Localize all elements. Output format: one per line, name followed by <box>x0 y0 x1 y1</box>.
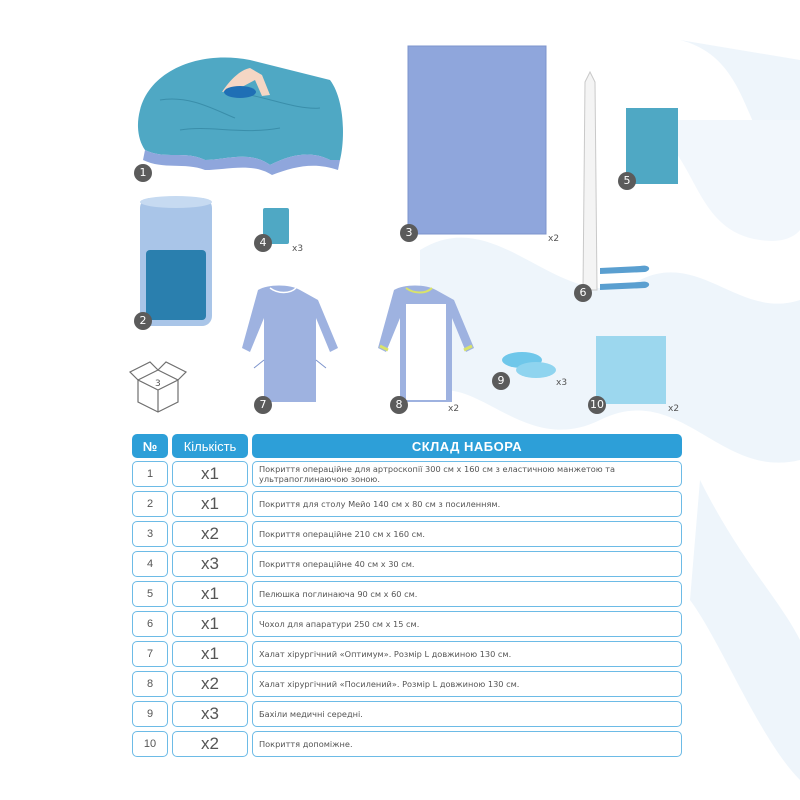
badge-item-4: 4 <box>254 234 272 252</box>
row-number: 1 <box>132 461 168 487</box>
row-quantity: x3 <box>172 551 248 577</box>
header-number: № <box>132 434 168 458</box>
multiplier-item-8: x2 <box>448 404 460 414</box>
table-row <box>132 491 682 517</box>
row-quantity: x1 <box>172 611 248 637</box>
row-quantity: x3 <box>172 701 248 727</box>
badge-item-3: 3 <box>400 224 418 242</box>
item-8-gown-reinforced-illustration <box>378 286 474 403</box>
row-number: 3 <box>132 521 168 547</box>
row-description: Пелюшка поглинаюча 90 см х 60 см. <box>252 581 682 607</box>
row-number: 9 <box>132 701 168 727</box>
box-icon-number: 3 <box>155 379 161 389</box>
table-row <box>132 671 682 697</box>
header-kit-composition: СКЛАД НАБОРА <box>252 434 682 458</box>
badge-item-5: 5 <box>618 172 636 190</box>
badge-item-2: 2 <box>134 312 152 330</box>
multiplier-item-4: x3 <box>292 244 304 254</box>
row-description: Чохол для апаратури 250 см х 15 см. <box>252 611 682 637</box>
table-row <box>132 551 682 577</box>
table-row <box>132 641 682 667</box>
row-number: 6 <box>132 611 168 637</box>
row-number: 5 <box>132 581 168 607</box>
item-10-auxiliary-drape-illustration <box>596 336 666 404</box>
item-5-absorbent-pad-illustration <box>626 108 678 184</box>
kit-composition-table <box>132 434 682 761</box>
badge-item-10: 10 <box>588 396 606 414</box>
row-description: Покриття операційне 210 см х 160 см. <box>252 521 682 547</box>
row-number: 7 <box>132 641 168 667</box>
item-2-mayo-table-cover-illustration <box>140 196 212 326</box>
row-quantity: x1 <box>172 491 248 517</box>
multiplier-item-9: x3 <box>556 378 568 388</box>
row-quantity: x1 <box>172 581 248 607</box>
row-quantity: x1 <box>172 461 248 487</box>
row-number: 8 <box>132 671 168 697</box>
table-row <box>132 461 682 487</box>
table-row <box>132 701 682 727</box>
row-quantity: x2 <box>172 671 248 697</box>
row-description: Покриття для столу Мейо 140 см х 80 см з посиленням. <box>252 491 682 517</box>
row-quantity: x2 <box>172 731 248 757</box>
header-quantity: Кількість <box>172 434 248 458</box>
multiplier-item-3: x2 <box>548 234 560 244</box>
badge-item-9: 9 <box>492 372 510 390</box>
table-row <box>132 731 682 757</box>
badge-item-1: 1 <box>134 164 152 182</box>
row-number: 4 <box>132 551 168 577</box>
table-header-row <box>132 434 682 458</box>
row-quantity: x2 <box>172 521 248 547</box>
table-row <box>132 611 682 637</box>
multiplier-item-10: x2 <box>668 404 680 414</box>
item-9-shoe-covers-illustration <box>502 352 556 378</box>
row-description: Бахіли медичні середні. <box>252 701 682 727</box>
badge-item-6: 6 <box>574 284 592 302</box>
table-body <box>132 461 682 757</box>
row-description: Халат хірургічний «Посилений». Розмір L довжиною 130 см. <box>252 671 682 697</box>
row-description: Покриття операційне 40 см х 30 см. <box>252 551 682 577</box>
item-3-operating-drape-illustration <box>408 46 546 234</box>
row-number: 2 <box>132 491 168 517</box>
table-row <box>132 581 682 607</box>
row-description: Покриття операційне для артроскопії 300 см х 160 см з еластичною манжетою та ультрапоглинаючою зоною. <box>252 461 682 487</box>
row-description: Халат хірургічний «Оптимум». Розмір L довжиною 130 см. <box>252 641 682 667</box>
badge-item-7: 7 <box>254 396 272 414</box>
item-7-gown-optimum-illustration <box>242 286 338 403</box>
row-quantity: x1 <box>172 641 248 667</box>
item-1-arthroscopy-drape-illustration <box>138 57 343 175</box>
row-description: Покриття допоміжне. <box>252 731 682 757</box>
badge-item-8: 8 <box>390 396 408 414</box>
table-row <box>132 521 682 547</box>
row-number: 10 <box>132 731 168 757</box>
